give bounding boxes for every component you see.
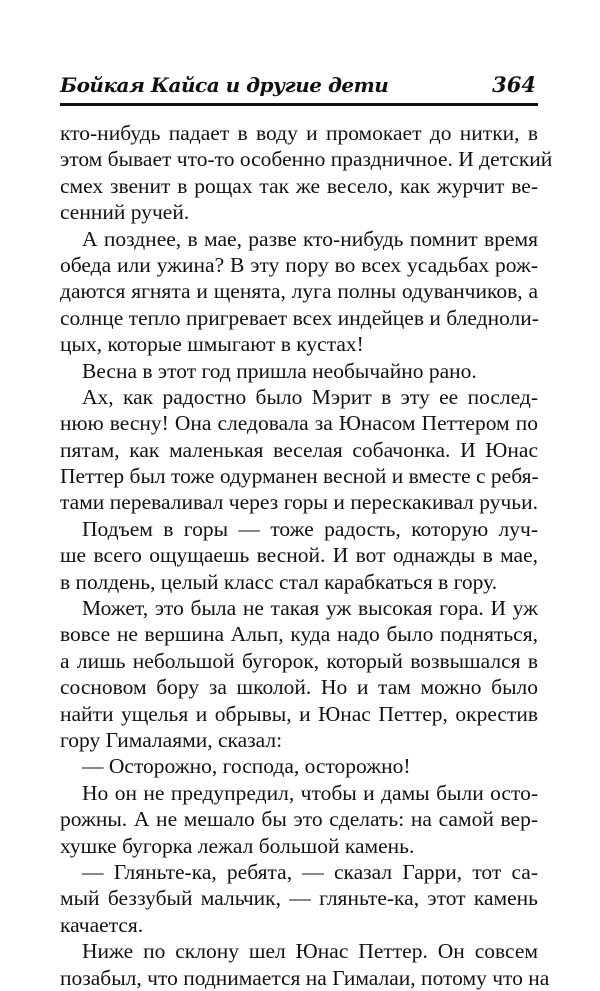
book-title: Бойкая Кайса и другие дети — [60, 73, 389, 97]
text-line: найти ущелья и обрывы, и Юнас Петтер, окрестив — [60, 701, 538, 726]
text-line: ше всего ощущаешь весной. И вот однажды в мае, — [60, 543, 538, 568]
text-line: а лишь небольшой бугорок, который возвышался в — [60, 648, 538, 673]
text-line: Но он не предупредил, чтобы и дамы были осто- — [82, 780, 538, 805]
text-line: — Осторожно, господа, осторожно! — [82, 754, 411, 779]
text-line: гору Гималаями, сказал: — [60, 727, 283, 752]
text-line: сосновом бору за школой. Но и там можно было — [60, 675, 538, 700]
running-head — [60, 72, 538, 102]
text-line: Ах, как радостно было Мэрит в эту ее послед- — [82, 384, 538, 409]
text-line: вовсе не вершина Альп, куда надо было подняться, — [60, 622, 538, 647]
text-line: кто-нибудь падает в воду и промокает до нитки, в — [60, 121, 538, 145]
text-line: Подъем в горы — тоже радость, которую луч- — [82, 516, 538, 541]
text-line: солнце тепло пригревает всех индейцев и бледноли- — [60, 305, 539, 330]
text-line: обеда или ужина? В эту пору во всех усадьбах рож- — [60, 252, 538, 277]
text-line: хушке бугорка лежал большой камень. — [60, 833, 415, 858]
text-line: сенний ручей. — [60, 200, 190, 225]
text-line: даются ягнята и щенята, луга полны одуванчиков, а — [60, 279, 538, 304]
header-rule — [60, 103, 538, 106]
text-line: цых, которые шмыгают в кустах! — [60, 332, 364, 357]
text-line: Весна в этот год пришла необычайно рано. — [82, 358, 477, 383]
text-line: рожны. А не мешало бы это сделать: на самой вер- — [60, 807, 538, 832]
text-line: позабыл, что поднимается на Гималаи, потому что на — [60, 965, 550, 990]
text-line: А позднее, в мае, разве кто-нибудь помнит время — [82, 226, 538, 251]
text-line: смех звенит в рощах так же весело, как журчит ве- — [60, 173, 538, 198]
text-line: пятам, как маленькая веселая собачонка. И Юнас — [60, 437, 538, 462]
text-line: Ниже по склону шел Юнас Петтер. Он совсем — [82, 939, 538, 964]
text-line: — Гляньте-ка, ребята, — сказал Гарри, тот са- — [82, 859, 538, 884]
text-line: Может, это была не такая уж высокая гора. И уж — [82, 596, 538, 621]
text-line: качается. — [60, 912, 144, 937]
text-line: мый беззубый мальчик, — гляньте-ка, этот камень — [60, 886, 538, 911]
text-line: тами переваливал через горы и перескакивал ручьи. — [60, 490, 538, 515]
text-line: Петтер был тоже одурманен весной и вместе с ребя- — [60, 464, 539, 489]
text-line: этом бывает что-то особенно праздничное. И детский — [60, 147, 553, 172]
text-line: в полдень, целый класс стал карабкаться в гору. — [60, 569, 498, 594]
page-number: 364 — [492, 72, 536, 97]
text-line: нюю весну! Она следовала за Юнасом Петтером по — [60, 411, 538, 436]
body-text — [60, 120, 553, 991]
